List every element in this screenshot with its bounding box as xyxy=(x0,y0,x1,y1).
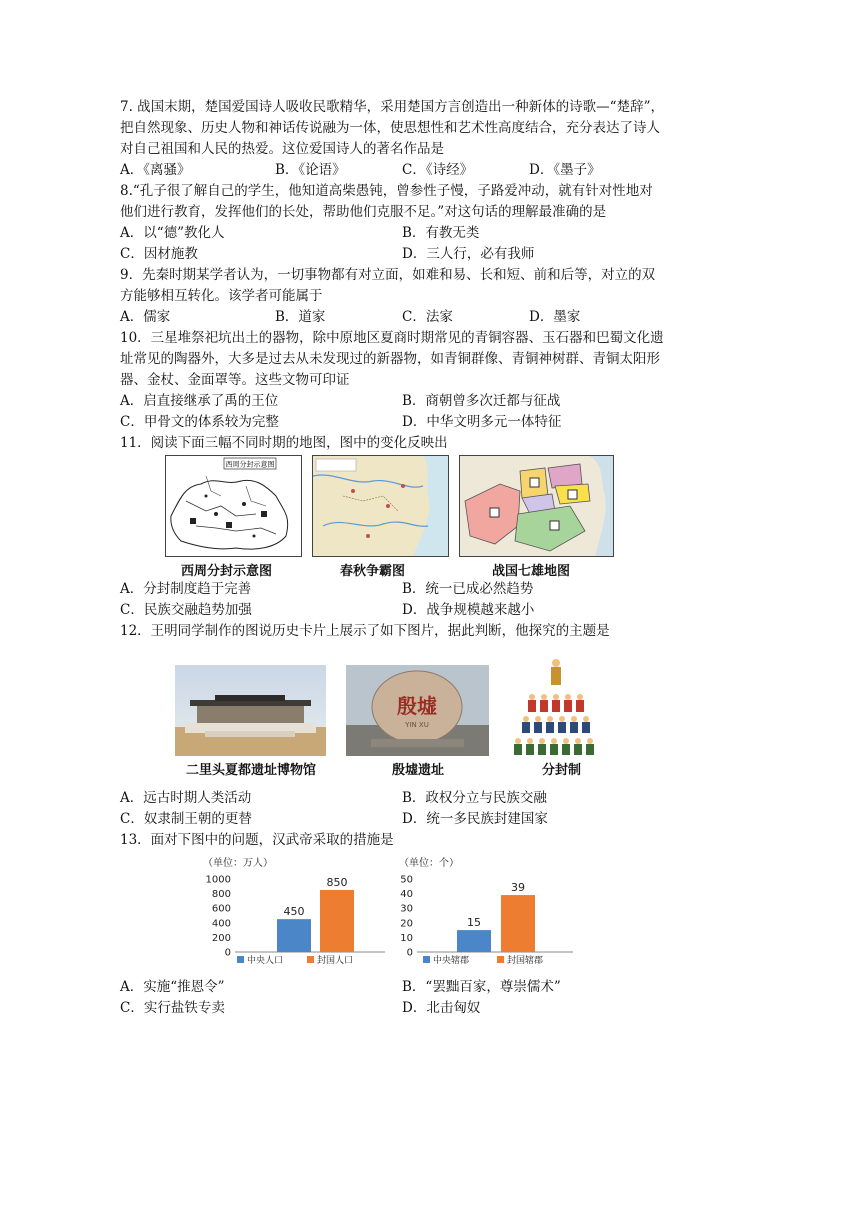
warring-states-map-caption: 战国七雄地图 xyxy=(492,564,571,579)
spring-autumn-map xyxy=(312,455,449,557)
q7-option-c: C．《诗经》 xyxy=(402,162,474,178)
western-zhou-map xyxy=(165,455,302,557)
q12-option-a: A．远古时期人类活动 xyxy=(120,790,252,806)
q8-option-a: A．以“德”教化人 xyxy=(120,225,225,241)
y-tick-label: 600 xyxy=(211,903,231,915)
q8-option-c: C．因材施教 xyxy=(120,246,198,262)
q13-stem-line1: 13．面对下图中的问题，汉武帝采取的措施是 xyxy=(120,832,394,848)
q11-option-a: A．分封制度趋于完善 xyxy=(120,581,252,597)
q10-option-a: A．启直接继承了禹的王位 xyxy=(120,393,279,409)
y-tick-label: 800 xyxy=(211,889,231,901)
population-bar-chart xyxy=(195,852,395,967)
q9-option-c: C．法家 xyxy=(402,309,453,325)
q13-option-c: C．实行盐铁专卖 xyxy=(120,1000,225,1016)
q10-stem-line2: 址常见的陶器外，大多是过去从未发现过的新器物，如青铜群像、青铜神树群、青铜太阳形 xyxy=(120,351,660,367)
bar-value-label: 450 xyxy=(283,905,305,919)
q12-option-c: C．奴隶制王朝的更替 xyxy=(120,811,252,827)
bar-value-label: 39 xyxy=(511,881,525,895)
q10-stem-line1: 10．三星堆祭祀坑出土的器物，除中原地区夏商时期常见的青铜容器、玉石器和巴蜀文化遗 xyxy=(120,330,664,346)
legend-swatch xyxy=(237,956,244,963)
y-tick-label: 10 xyxy=(400,932,413,944)
q13-option-d: D．北击匈奴 xyxy=(402,1000,481,1016)
q10-option-c: C．甲骨文的体系较为完整 xyxy=(120,414,279,430)
chart-title: （单位：个） xyxy=(399,858,459,869)
q10-stem-line3: 器、金杖、金面罩等。这些文物可印证 xyxy=(120,372,350,388)
q11-option-d: D．战争规模越来越小 xyxy=(402,602,535,618)
legend-swatch xyxy=(423,956,430,963)
q9-option-a: A．儒家 xyxy=(120,309,171,325)
y-tick-label: 40 xyxy=(400,889,413,901)
q7-option-d: D．《墨子》 xyxy=(529,162,601,178)
q9-option-d: D．墨家 xyxy=(529,309,581,325)
y-tick-label: 20 xyxy=(400,918,413,930)
q12-option-d: D．统一多民族封建国家 xyxy=(402,811,548,827)
q13-option-b: B．“罢黜百家，尊崇儒术” xyxy=(402,979,561,995)
feudal-system-caption: 分封制 xyxy=(542,763,582,778)
q13-option-a: A．实施“推恩令” xyxy=(120,979,225,995)
q10-option-b: B．商朝曾多次迁都与征战 xyxy=(402,393,561,409)
q7-stem-line3: 对自己祖国和人民的热爱。这位爱国诗人的著名作品是 xyxy=(120,141,444,157)
q7-option-b: B．《论语》 xyxy=(275,162,346,178)
legend-label: 中央人口 xyxy=(247,956,284,966)
q7-stem-line2: 把自然现象、历史人物和神话传说融为一体，使思想性和艺术性高度结合，充分表达了诗人 xyxy=(120,120,660,136)
yinxu-stone-subtext: YIN XU xyxy=(405,721,429,729)
western-zhou-map-caption: 西周分封示意图 xyxy=(181,564,273,579)
q11-stem-line1: 11．阅读下面三幅不同时期的地图，图中的变化反映出 xyxy=(120,435,448,451)
q7-option-a: A．《离骚》 xyxy=(120,162,191,178)
yinxu-caption: 殷墟遗址 xyxy=(392,763,445,778)
y-tick-label: 0 xyxy=(224,947,231,959)
q12-option-b: B．政权分立与民族交融 xyxy=(402,790,547,806)
legend-swatch xyxy=(307,956,314,963)
q12-stem-line1: 12．王明同学制作的图说历史卡片上展示了如下图片，据此判断，他探究的主题是 xyxy=(120,623,610,639)
chart-title: （单位：万人） xyxy=(203,858,273,869)
bar-central xyxy=(457,930,491,952)
q8-stem-line2: 他们进行教育，发挥他们的长处，帮助他们克服不足。”对这句话的理解最准确的是 xyxy=(120,204,607,220)
q8-option-d: D．三人行，必有我师 xyxy=(402,246,535,262)
king-figure-icon xyxy=(551,659,561,685)
erlitou-museum-photo xyxy=(175,665,326,756)
bar-central xyxy=(277,919,311,952)
q9-stem-line2: 方能够相互转化。该学者可能属于 xyxy=(120,288,323,304)
y-tick-label: 400 xyxy=(211,918,231,930)
q9-stem-line1: 9．先秦时期某学者认为，一切事物都有对立面，如难和易、长和短、前和后等，对立的双 xyxy=(120,267,656,283)
spring-autumn-map-caption: 春秋争霸图 xyxy=(340,564,406,579)
y-tick-label: 1000 xyxy=(205,874,231,886)
bar-vassal xyxy=(501,895,535,952)
legend-label: 中央辖郡 xyxy=(433,956,470,966)
yinxu-stone-photo xyxy=(346,665,489,756)
map1-title: 西周分封示意图 xyxy=(225,460,275,469)
y-tick-label: 0 xyxy=(406,947,413,959)
q7-stem-line1: 7. 战国末期，楚国爱国诗人吸收民歌精华，采用楚国方言创造出一种新体的诗歌—“楚辞”， xyxy=(120,99,664,115)
feudal-system-pyramid-graphic xyxy=(508,655,604,759)
q11-option-b: B．统一已成必然趋势 xyxy=(402,581,534,597)
q8-stem-line1: 8.“孔子很了解自己的学生，他知道高柴愚钝，曾参性子慢，子路爱冲动，就有针对性地对 xyxy=(120,183,653,199)
q8-option-b: B．有教无类 xyxy=(402,225,480,241)
bar-value-label: 15 xyxy=(467,916,481,930)
commanderies-bar-chart xyxy=(393,852,583,967)
legend-label: 封国人口 xyxy=(317,956,354,966)
q11-option-c: C．民族交融趋势加强 xyxy=(120,602,252,618)
y-tick-label: 50 xyxy=(400,874,413,886)
erlitou-museum-caption: 二里头夏都遗址博物馆 xyxy=(186,763,317,778)
legend-swatch xyxy=(497,956,504,963)
y-tick-label: 200 xyxy=(211,932,231,944)
bar-vassal xyxy=(320,890,354,952)
y-tick-label: 30 xyxy=(400,903,413,915)
legend-label: 封国辖郡 xyxy=(507,956,544,966)
yinxu-stone-text: 殷墟 xyxy=(397,694,437,718)
q10-option-d: D．中华文明多元一体特征 xyxy=(402,414,562,430)
q9-option-b: B．道家 xyxy=(275,309,326,325)
bar-value-label: 850 xyxy=(326,875,348,889)
warring-states-map xyxy=(459,455,614,557)
